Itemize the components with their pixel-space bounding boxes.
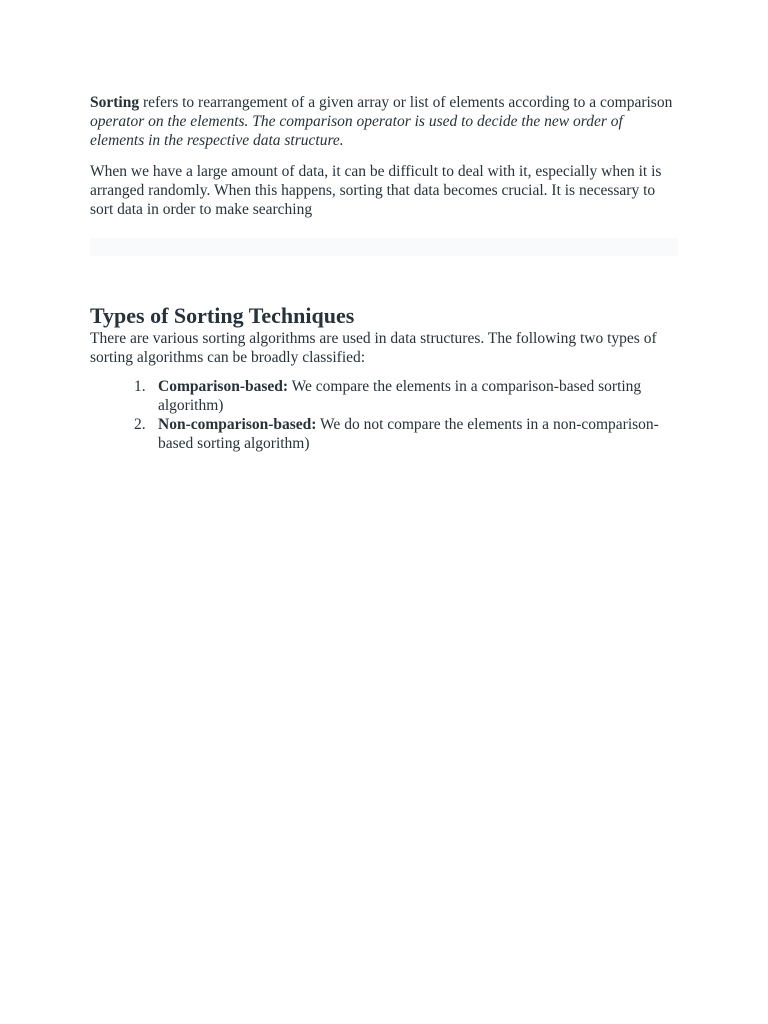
list-number: 2. [134, 416, 146, 433]
list-term: Non-comparison-based: [158, 416, 317, 433]
sorting-types-list [90, 377, 680, 453]
intro-italic-text: operator on the elements. The comparison operator is used to decide the new order of elements in the respective data structure. [90, 113, 623, 149]
list-item [90, 415, 680, 453]
sorting-term: Sorting [90, 94, 140, 111]
intro-text: refers to rearrangement of a given array or list of elements according to a comparison [139, 94, 673, 111]
list-text: We do not compare the elements in a non-comparison-based sorting algorithm) [158, 416, 659, 452]
intro-paragraph [90, 93, 680, 150]
code-block-placeholder [90, 238, 678, 256]
section-heading: Types of Sorting Techniques [90, 303, 355, 328]
list-item [90, 377, 680, 415]
section-paragraph: There are various sorting algorithms are used in data structures. The following two types of sorting algorithms can be broadly classified: [90, 330, 657, 366]
list-number: 1. [134, 378, 146, 395]
list-term: Comparison-based: [158, 378, 289, 395]
data-paragraph: When we have a large amount of data, it can be difficult to deal with it, especially when it is arranged randomly. When this happens, sorting that data becomes crucial. It is necessary to sort data in order to make searching [90, 163, 662, 218]
list-text: We compare the elements in a comparison-based sorting algorithm) [158, 378, 642, 414]
intro-section [90, 93, 680, 231]
sorting-types-section [90, 329, 680, 453]
